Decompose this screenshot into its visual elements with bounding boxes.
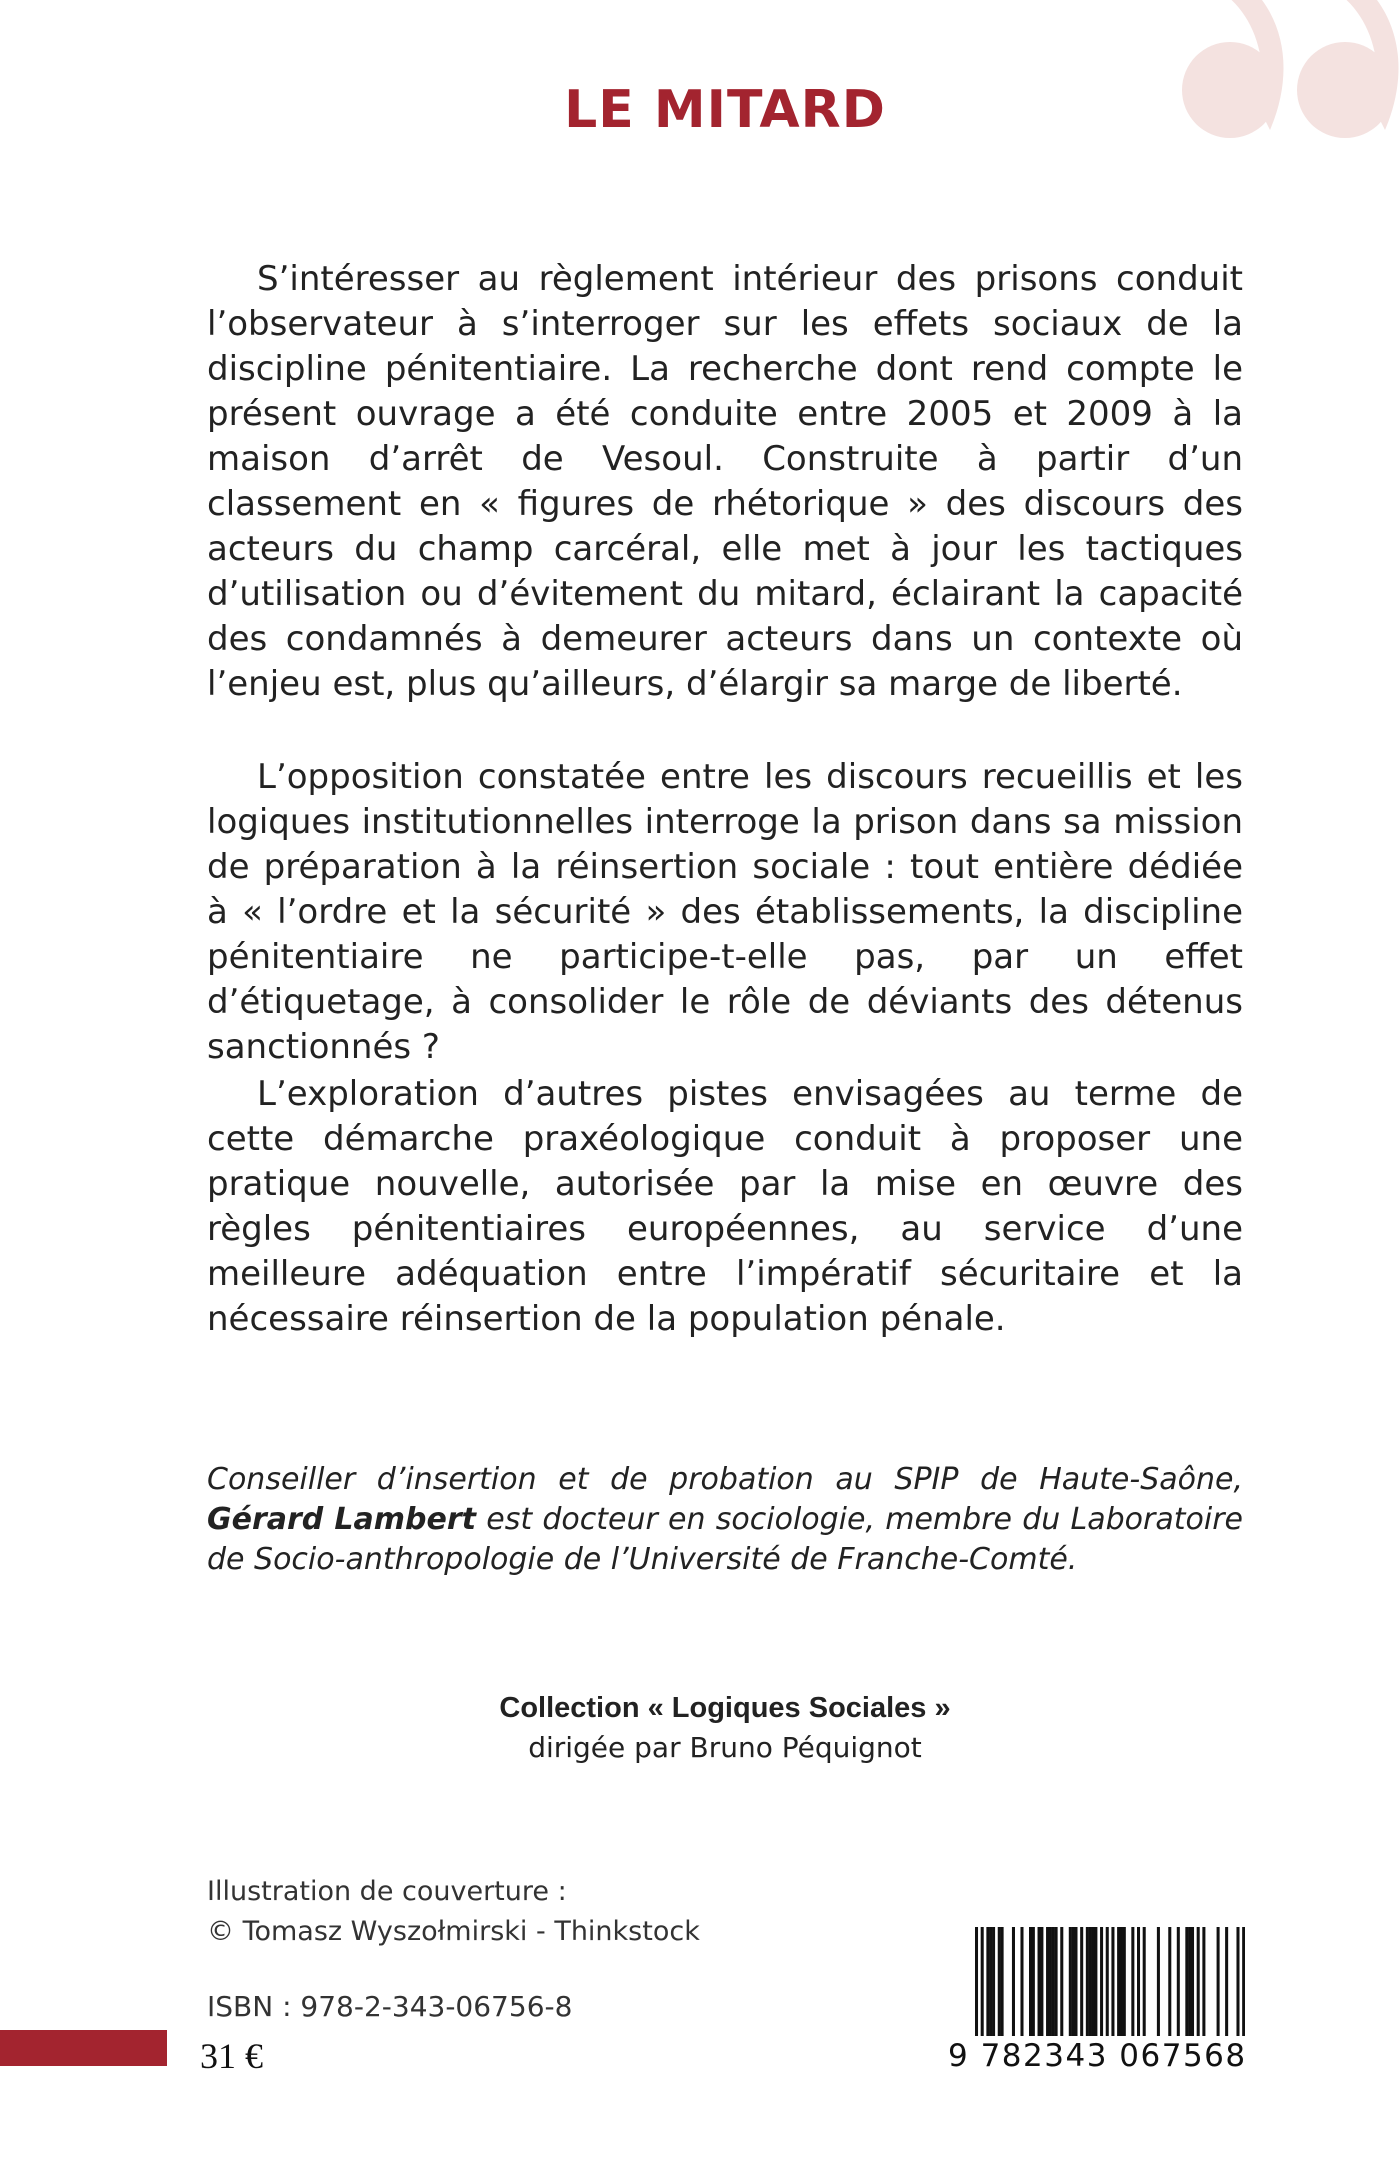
author-bio: [207, 1460, 1243, 1580]
barcode-bar: [1069, 1927, 1072, 2039]
summary-paragraph-1: [207, 257, 1243, 707]
barcode-bar: [1020, 1927, 1023, 2039]
barcode-bar: [1202, 1927, 1205, 2039]
author-bio-intro: Conseiller d’insertion et de probation au SPIP de Haute-Saône,: [207, 1462, 1243, 1497]
barcode-bar: [1029, 1927, 1032, 2039]
barcode-bar: [1137, 1927, 1140, 2039]
isbn: ISBN : 978-2-343-06756-8: [207, 1990, 573, 2023]
barcode-bar: [1094, 1927, 1097, 2039]
barcode-bar: [1086, 1927, 1089, 2039]
barcode-bar: [1123, 1927, 1126, 2039]
barcode-bar: [1046, 1927, 1049, 2039]
barcode-bar: [1040, 1927, 1043, 2039]
paragraph-text: S’intéresser au règlement intérieur des prisons conduit l’observateur à s’interroger sur les effets sociaux de la discipline pénitentiaire. La recherche dont rend compte le présent ouvrage a été conduite entre 2005 et 2009 à la maison d’arrêt de Vesoul. Construite à partir d’un classement en « figures de rhétorique » des discours des acteurs du champ carcéral, elle met à jour les tactiques d’utilisation ou d’évitement du mitard, éclairant la capacité des condamnés à demeurer acteurs dans un contexte où l’enjeu est, plus qu’ailleurs, d’élargir sa marge de liberté.: [207, 259, 1243, 704]
credits-value: © Tomasz Wyszołmirski - Thinkstock: [207, 1916, 700, 1947]
barcode-bar: [1055, 1927, 1058, 2039]
barcode-bar: [1217, 1927, 1220, 2039]
barcode-digits: 9 782343 067568: [948, 2038, 1247, 2074]
collection-director: dirigée par Bruno Péquignot: [528, 1731, 922, 1764]
barcode-bar: [1225, 1927, 1228, 2039]
barcode-bar: [989, 1927, 992, 2039]
summary-paragraph-2: [207, 755, 1243, 1070]
paragraph-text: L’exploration d’autres pistes envisagées au terme de cette démarche praxéologique conduit à proposer une pratique nouvelle, autorisée par la mise en œuvre des règles pénitentiaires européennes, au service d’une meilleure adéquation entre l’impératif sécuritaire et la nécessaire réinsertion de la population pénale.: [207, 1074, 1243, 1339]
barcode-bar: [1191, 1927, 1194, 2039]
barcode-bar: [1012, 1927, 1015, 2039]
barcode-bar: [1074, 1927, 1077, 2039]
barcode-bar: [1120, 1927, 1123, 2039]
barcode-bar: [1100, 1927, 1103, 2039]
barcode-bar: [1049, 1927, 1052, 2039]
barcode-bar: [986, 1927, 989, 2039]
barcode-bar: [1197, 1927, 1200, 2039]
barcode-bar: [1157, 1927, 1160, 2039]
barcode-bar: [992, 1927, 995, 2039]
cover-credits: [207, 1872, 700, 1952]
barcode-bar: [998, 1927, 1001, 2039]
barcode-bar: [1052, 1927, 1055, 2039]
barcode-bar: [1032, 1927, 1035, 2039]
collection-name: Collection « Logiques Sociales »: [499, 1692, 951, 1724]
barcode-bar: [1131, 1927, 1134, 2039]
collection-block: [0, 1688, 1400, 1768]
book-title: LE MITARD: [564, 80, 886, 140]
summary-paragraph-3: [207, 1072, 1243, 1342]
barcode-bar: [1080, 1927, 1083, 2039]
barcode-bar: [1072, 1927, 1075, 2039]
barcode-bar: [1092, 1927, 1095, 2039]
author-name: Gérard Lambert: [207, 1502, 477, 1537]
author-bio-rest: est docteur en sociologie, membre du Laboratoire de Socio-anthropologie de l’Université de Franche-Comté.: [207, 1502, 1243, 1577]
price: 31 €: [200, 2036, 263, 2076]
barcode-bar: [1143, 1927, 1146, 2039]
credits-label: Illustration de couverture :: [207, 1876, 567, 1907]
barcode-bar: [1038, 1927, 1041, 2039]
barcode-bar: [1188, 1927, 1191, 2039]
barcode-bar: [1168, 1927, 1171, 2039]
barcode-bar: [1185, 1927, 1188, 2039]
paragraph-text: L’opposition constatée entre les discours recueillis et les logiques institutionnelles interroge la prison dans sa mission de préparation à la réinsertion sociale : tout entière dédiée à « l’ordre et la sécurité » des établissements, la discipline pénitentiaire ne participe-t-elle pas, par un effet d’étiquetage, à consolider le rôle de déviants des détenus sanctionnés ?: [207, 757, 1243, 1067]
barcode-bar: [1089, 1927, 1092, 2039]
barcode-bar: [1060, 1927, 1063, 2039]
barcode-bar: [1117, 1927, 1120, 2039]
barcode-bar: [1001, 1927, 1004, 2039]
barcode-bar: [1177, 1927, 1180, 2039]
accent-bar: [0, 2030, 167, 2066]
